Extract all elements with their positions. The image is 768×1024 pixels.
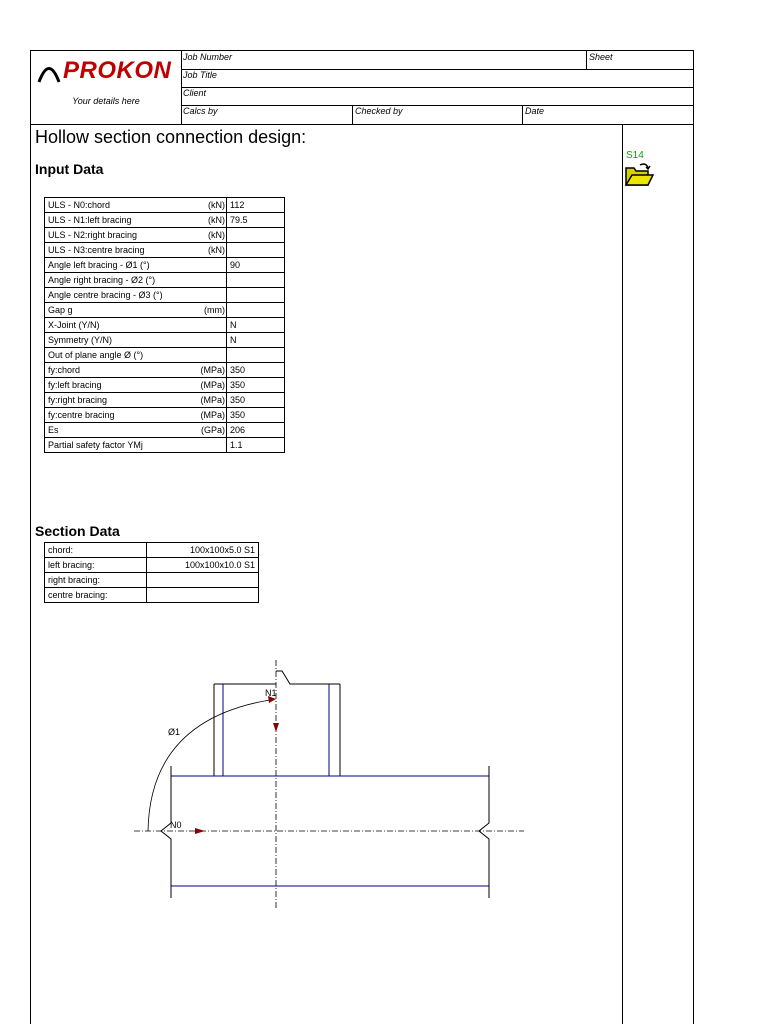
input-label: fy:right bracing — [45, 393, 184, 408]
calcs-by-cell[interactable] — [181, 105, 352, 124]
section-data-heading: Section Data — [35, 523, 120, 539]
input-row — [45, 318, 285, 333]
input-value-cell[interactable]: 350 — [227, 393, 285, 408]
frame-right-border — [693, 124, 694, 1024]
section-row — [45, 558, 259, 573]
input-label: Angle right bracing - Ø2 (°) — [45, 273, 184, 288]
input-label: ULS - N0:chord — [45, 198, 184, 213]
input-row — [45, 393, 285, 408]
section-label: centre bracing: — [45, 588, 147, 603]
frame-sidebar-divider — [622, 124, 623, 1024]
input-row — [45, 363, 285, 378]
date-label: Date — [525, 106, 545, 116]
input-label: Gap g — [45, 303, 184, 318]
section-label: right bracing: — [45, 573, 147, 588]
input-row — [45, 228, 285, 243]
sheet-id-link[interactable]: S14 — [626, 150, 644, 161]
checked-by-label: Checked by — [355, 106, 403, 116]
input-row — [45, 273, 285, 288]
input-unit: (GPa) — [184, 423, 227, 438]
input-row — [45, 288, 285, 303]
logo-box — [31, 51, 182, 124]
input-label: fy:chord — [45, 363, 184, 378]
input-unit: (MPa) — [184, 393, 227, 408]
input-data-heading: Input Data — [35, 161, 104, 177]
calcs-by-label: Calcs by — [183, 106, 218, 116]
input-value-cell[interactable] — [227, 303, 285, 318]
input-unit — [184, 288, 227, 303]
input-value-cell[interactable] — [227, 243, 285, 258]
angle-label: Ø1 — [168, 727, 181, 737]
n1-label: N1 — [265, 688, 277, 698]
checked-by-cell[interactable] — [352, 105, 522, 124]
job-number-row — [181, 51, 693, 70]
input-unit: (mm) — [184, 303, 227, 318]
sheet-label: Sheet — [589, 52, 613, 62]
section-label: chord: — [45, 543, 147, 558]
calc-sheet-header — [30, 50, 694, 125]
input-label: ULS - N3:centre bracing — [45, 243, 184, 258]
input-label: Symmetry (Y/N) — [45, 333, 184, 348]
input-value-cell[interactable] — [227, 288, 285, 303]
input-row — [45, 243, 285, 258]
input-value-cell[interactable]: 1.1 — [227, 438, 285, 453]
job-title-label: Job Title — [183, 70, 217, 80]
section-label: left bracing: — [45, 558, 147, 573]
client-label: Client — [183, 88, 207, 98]
input-label: Partial safety factor YMj — [45, 438, 184, 453]
input-value-cell[interactable] — [227, 228, 285, 243]
input-value-cell[interactable]: N — [227, 333, 285, 348]
input-value-cell[interactable] — [227, 348, 285, 363]
chord-left-break — [161, 766, 171, 898]
client-row[interactable] — [181, 87, 693, 106]
input-unit — [184, 348, 227, 363]
bracing-break-symbol — [276, 671, 340, 684]
section-value-cell[interactable]: 100x100x10.0 S1 — [147, 558, 259, 573]
input-value-cell[interactable]: 350 — [227, 378, 285, 393]
input-row — [45, 378, 285, 393]
input-row — [45, 213, 285, 228]
input-value-cell[interactable]: 79.5 — [227, 213, 285, 228]
input-label: Es — [45, 423, 184, 438]
input-unit: (kN) — [184, 198, 227, 213]
input-unit — [184, 333, 227, 348]
input-unit — [184, 318, 227, 333]
input-row — [45, 258, 285, 273]
input-unit: (MPa) — [184, 408, 227, 423]
input-row — [45, 408, 285, 423]
input-value-cell[interactable]: 90 — [227, 258, 285, 273]
input-row — [45, 423, 285, 438]
input-row — [45, 333, 285, 348]
logo-text: PROKON — [63, 57, 172, 84]
n0-force-arrow — [195, 828, 205, 834]
section-value-cell[interactable]: 100x100x5.0 S1 — [147, 543, 259, 558]
prokon-logo-icon — [37, 61, 61, 83]
input-row — [45, 348, 285, 363]
section-row — [45, 543, 259, 558]
input-value-cell[interactable]: 206 — [227, 423, 285, 438]
angle-arc — [148, 700, 270, 831]
input-label: fy:centre bracing — [45, 408, 184, 423]
connection-diagram — [0, 640, 620, 920]
input-label: ULS - N1:left bracing — [45, 213, 184, 228]
section-data-table — [44, 542, 259, 603]
input-unit: (MPa) — [184, 378, 227, 393]
chord-right-break — [479, 766, 489, 898]
input-value-cell[interactable]: 350 — [227, 363, 285, 378]
input-unit: (MPa) — [184, 363, 227, 378]
input-value-cell[interactable]: N — [227, 318, 285, 333]
section-value-cell[interactable] — [147, 588, 259, 603]
input-label: ULS - N2:right bracing — [45, 228, 184, 243]
input-unit — [184, 258, 227, 273]
n0-label: N0 — [170, 820, 182, 830]
input-label: fy:left bracing — [45, 378, 184, 393]
input-label: Angle left bracing - Ø1 (°) — [45, 258, 184, 273]
your-details-text: Your details here — [72, 96, 140, 106]
input-unit: (kN) — [184, 228, 227, 243]
input-value-cell[interactable]: 112 — [227, 198, 285, 213]
input-label: X-Joint (Y/N) — [45, 318, 184, 333]
n1-force-arrow — [273, 723, 279, 732]
section-row — [45, 573, 259, 588]
input-row — [45, 198, 285, 213]
input-label: Angle centre bracing - Ø3 (°) — [45, 288, 184, 303]
section-value-cell[interactable] — [147, 573, 259, 588]
input-row — [45, 303, 285, 318]
sheet-cell[interactable] — [586, 51, 693, 69]
open-folder-icon[interactable] — [624, 162, 654, 188]
calcs-row — [181, 105, 693, 124]
input-row — [45, 438, 285, 453]
input-value-cell[interactable]: 350 — [227, 408, 285, 423]
input-unit — [184, 273, 227, 288]
input-unit: (kN) — [184, 213, 227, 228]
job-title-row[interactable] — [181, 69, 693, 88]
input-value-cell[interactable] — [227, 273, 285, 288]
input-unit: (kN) — [184, 243, 227, 258]
job-number-label: Job Number — [183, 52, 233, 62]
input-label: Out of plane angle Ø (°) — [45, 348, 184, 363]
input-unit — [184, 438, 227, 453]
job-number-cell[interactable] — [181, 51, 586, 69]
date-cell[interactable] — [522, 105, 693, 124]
input-data-table — [44, 197, 285, 453]
page-title: Hollow section connection design: — [35, 127, 307, 147]
section-row — [45, 588, 259, 603]
